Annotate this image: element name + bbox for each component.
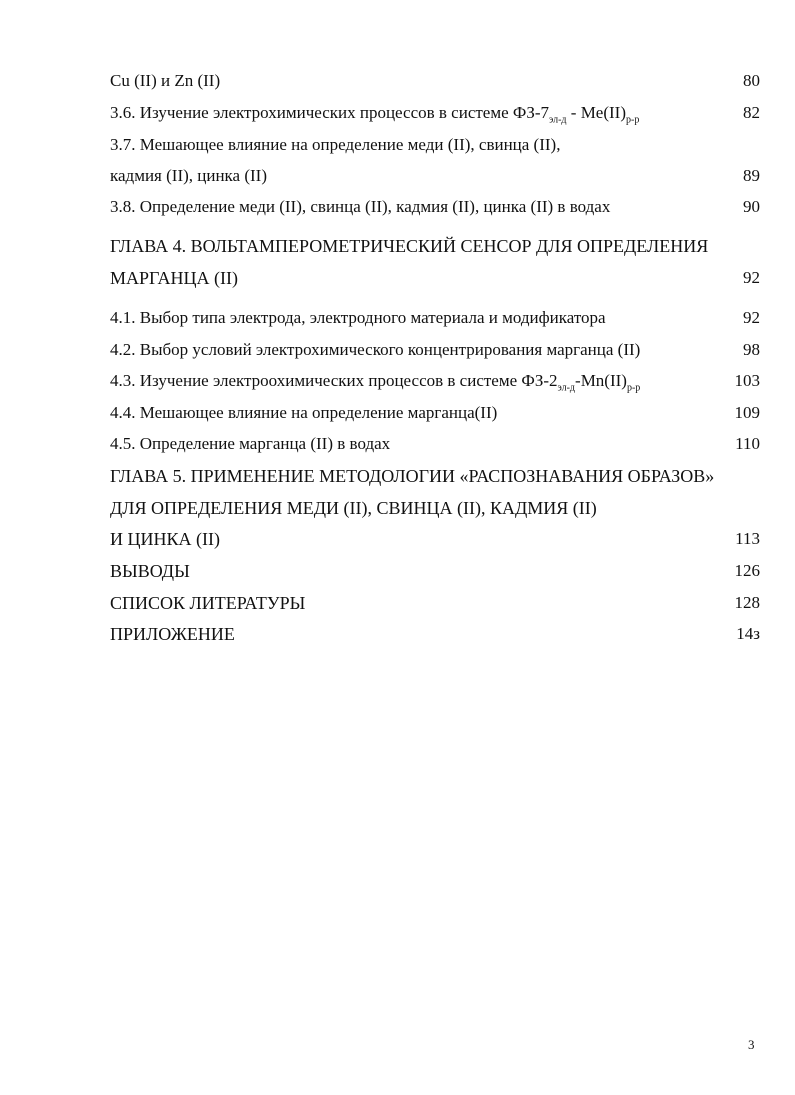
toc-page-number: 98 bbox=[743, 340, 760, 359]
toc-entry-3-7-continued: кадмия (II), цинка (II) bbox=[110, 166, 268, 185]
toc-page-number: 126 bbox=[734, 561, 760, 580]
toc-chapter-5-title-continued: ДЛЯ ОПРЕДЕЛЕНИЯ МЕДИ (II), СВИНЦА (II), КАДМИЯ (II) bbox=[110, 498, 597, 518]
toc-page-number: 92 bbox=[743, 268, 760, 287]
toc-references: СПИСОК ЛИТЕРАТУРЫ bbox=[110, 593, 306, 613]
toc-page-number: 110 bbox=[735, 434, 760, 453]
toc-page-number: 14з bbox=[736, 624, 760, 643]
toc-page-number: 80 bbox=[743, 71, 760, 90]
toc-entry-4-3: 4.3. Изучение электроохимических процессов в системе $ФЗ-2_{эл-д}-Mn(II)_{р-р}$ bbox=[110, 371, 641, 394]
toc-page-number: 92 bbox=[743, 308, 760, 327]
toc-entry-4-1: 4.1. Выбор типа электрода, электродного материала и модификатора bbox=[110, 308, 606, 327]
toc-conclusions: ВЫВОДЫ bbox=[110, 561, 190, 581]
toc-page-number: 90 bbox=[743, 197, 760, 216]
toc-page-number: 113 bbox=[735, 529, 760, 548]
toc-chapter-4-title: ГЛАВА 4. ВОЛЬТАМПЕРОМЕТРИЧЕСКИЙ СЕНСОР ДЛЯ ОПРЕДЕЛЕНИЯ bbox=[110, 236, 709, 256]
toc-chapter-5-title-end: И ЦИНКА (II) bbox=[110, 529, 220, 549]
toc-entry-3-6: 3.6. Изучение электрохимических процессов в системе $ФЗ-7_{эл-д} - Me(II)_{р-р}$ bbox=[110, 103, 640, 126]
toc-appendix: ПРИЛОЖЕНИЕ bbox=[110, 624, 235, 644]
page-number: 3 bbox=[748, 1037, 755, 1052]
toc-page-number: 103 bbox=[734, 371, 760, 390]
toc-entry-4-4: 4.4. Мешающее влияние на определение марганца(II) bbox=[110, 403, 498, 422]
toc-page-number: 109 bbox=[734, 403, 760, 422]
toc-chapter-4-title-continued: МАРГАНЦА (II) bbox=[110, 268, 238, 288]
toc-entry-4-5: 4.5. Определение марганца (II) в водах bbox=[110, 434, 391, 453]
toc-chapter-5-title: ГЛАВА 5. ПРИМЕНЕНИЕ МЕТОДОЛОГИИ «РАСПОЗНАВАНИЯ ОБРАЗОВ» bbox=[110, 466, 715, 486]
toc-page-number: 128 bbox=[734, 593, 760, 612]
toc-entry-cu-zn: Cu (II) и Zn (II) bbox=[110, 71, 221, 90]
toc-page-number: 89 bbox=[743, 166, 760, 185]
toc-entry-3-7: 3.7. Мешающее влияние на определение меди (II), свинца (II), bbox=[110, 135, 561, 154]
toc-entry-3-8: 3.8. Определение меди (II), свинца (II), кадмия (II), цинка (II) в водах bbox=[110, 197, 611, 216]
toc-page-number: 82 bbox=[743, 103, 760, 122]
toc-entry-4-2: 4.2. Выбор условий электрохимического концентрирования марганца (II) bbox=[110, 340, 641, 359]
